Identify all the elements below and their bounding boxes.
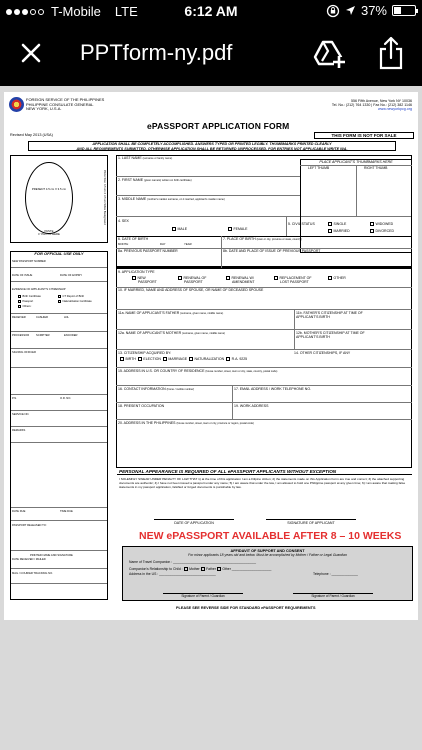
official-field: PASSPORT RELEASED TO: [12, 524, 47, 527]
form-title: ePASSPORT APPLICATION FORM [147, 121, 290, 131]
official-divider [11, 367, 107, 368]
revision-note: Revised May 2013 (USA) [10, 133, 53, 137]
instructions-box: APPLICATION SHALL BE COMPLETELY ACCOMPLISHED. ANSWERS TYPED OR PRINTED LEGIBLY. THUMBMARKS PRINTED CLEARLY AND ALL REQUIREMENTS SUBMITTED. OTHERWISE APPLICATION SHALL BE RETURNED UNPROCESSED. FOR ENTRIES NOT APPLICABLE WRITE N/A. [28, 141, 396, 151]
official-field [18, 295, 41, 298]
location-arrow-icon [345, 5, 356, 16]
contact-field[interactable]: 16. CONTACT INFORMATION (home / mobile number) [118, 387, 195, 391]
official-divider [11, 583, 107, 584]
official-field-label: Others: [22, 305, 32, 309]
official-field: MAIL / COURIER TRACKING NO. [12, 572, 53, 575]
official-divider [11, 394, 107, 395]
official-divider [11, 568, 107, 569]
date-of-application-line[interactable]: DATE OF APPLICATION [154, 519, 234, 525]
first-name-field[interactable]: 2. FIRST NAME (given name/s) written on birth certificate) [118, 178, 192, 182]
sex-male-checkbox[interactable]: MALE [172, 227, 187, 231]
prev-issue-field[interactable]: 8b. DATE AND PLACE OF ISSUE OF PREVIOUS PASSPORT [223, 249, 321, 253]
civil-status-label: 5. CIVIL STATUS [288, 222, 315, 226]
parent-signature-2[interactable]: Signature of Parent / Guardian [293, 593, 373, 599]
battery-percent: 37% [360, 3, 387, 18]
photo-note: Photo Size: 4.5 cm X 3.5 cm White Background [103, 170, 106, 225]
official-field: DATE DUE [12, 510, 26, 513]
status-right [326, 3, 416, 18]
official-field [18, 300, 33, 303]
viewer-toolbar [0, 22, 422, 86]
official-field: O.R. NO. [60, 397, 72, 400]
civil-single-checkbox[interactable]: SINGLE [328, 222, 346, 226]
official-field: LDL [64, 316, 69, 319]
mother-name-field[interactable]: 12a. NAME OF APPLICANT'S MOTHER (surname, given name, middle name) [118, 331, 226, 335]
carrier-name: T-Mobile [51, 4, 101, 19]
other-citizenships-field[interactable]: 14. OTHER CITIZENSHIPS, IF ANY [294, 351, 351, 355]
not-for-sale-box: THIS FORM IS NOT FOR SALE [314, 132, 414, 139]
official-field: PRINTED NAME AND SIGNATURE [30, 554, 73, 557]
us-address-field[interactable]: 15. ADDRESS IN U.S. OR COUNTRY OF RESIDENCE (house number, street, town or city, state, country, postal code) [118, 369, 278, 373]
official-divider [11, 267, 107, 268]
official-field-label: Naturalization Certificate [62, 300, 92, 304]
sex-label: 4. SEX [118, 219, 129, 223]
official-divider [11, 348, 107, 349]
pob-field[interactable]: 7. PLACE OF BIRTH (town or city, province or state, country) [223, 237, 302, 241]
official-field-label: Passport [22, 300, 34, 304]
email-field[interactable]: 17. EMAIL ADDRESS / WORK TELEPHONE NO. [234, 387, 312, 391]
official-field: EVIDENCE OF APPLICANT'S CITIZENSHIP [12, 288, 66, 291]
official-field: SIGNING OFFICER [12, 351, 36, 354]
affidavit-title: AFFIDAVIT OF SUPPORT AND CONSENT [230, 549, 305, 553]
close-icon[interactable] [16, 38, 46, 68]
network-type: LTE [114, 4, 138, 19]
affidavit-subtitle: For minor applicants 18 years old and below. Must be accomplished by Mother / Father or Legal Guardian [188, 553, 347, 557]
paste-photo-label: PASTE 1" PHOTO HERE [38, 229, 60, 237]
photo-box [10, 155, 108, 243]
consulate-header: FOREIGN SERVICE OF THE PHILIPPINES PHILIPPINE CONSULATE GENERAL NEW YORK, U.S.A. [26, 97, 105, 112]
official-field-label: CT Report of Birth [62, 295, 85, 299]
official-divider [11, 426, 107, 427]
photo-size-label: PRESENT 4.5 cm X 3.5 cm [31, 187, 67, 191]
citizenship-acquired-label: 13. CITIZENSHIP ACQUIRED BY: [118, 351, 172, 355]
occupation-field[interactable]: 18. PRESENT OCCUPATION [118, 404, 165, 408]
rotation-lock-icon [326, 4, 340, 18]
middle-name-field[interactable]: 3. MIDDLE NAME (mother's maiden surname, on it married, applicant's maiden name) [118, 197, 225, 201]
official-field [58, 300, 92, 303]
clock: 6:12 AM [184, 3, 238, 19]
photo-oval [25, 162, 73, 237]
dob-day: DAY [160, 242, 166, 246]
mother-citizenship-field[interactable]: 12b. MOTHER'S CITIZENSHIP AT TIME OF APPLICANT'S BIRTH [296, 331, 365, 340]
dob-year: YEAR [184, 242, 192, 246]
battery-icon [392, 5, 416, 16]
prev-passport-field[interactable]: 8a. PREVIOUS PASSPORT NUMBER [118, 249, 178, 253]
official-divider [11, 281, 107, 282]
applicant-signature-line[interactable]: SIGNATURE OF APPLICANT [266, 519, 356, 525]
official-divider [11, 442, 107, 443]
type-replacement-checkbox[interactable]: REPLACEMENT OF LOST PASSPORT [274, 276, 312, 284]
requirements-footer: PLEASE SEE REVERSE SIDE FOR STANDARD ePASSPORT REQUIREMENTS [176, 606, 316, 610]
official-divider [11, 507, 107, 508]
father-citizenship-field[interactable]: 11b. FATHER'S CITIZENSHIP AT TIME OF APPLICANT'S BIRTH [296, 311, 363, 320]
official-divider [11, 550, 107, 551]
official-field [58, 295, 84, 298]
spouse-field[interactable]: 10. IF MARRIED, NAME AND ADDRESS OF SPOUSE, OR NAME OF DECEASED SPOUSE [118, 288, 264, 292]
us-address-affidavit-field[interactable]: Address in the US : ______________________________ [129, 572, 216, 576]
father-name-field[interactable]: 11a. NAME OF APPLICANT'S FATHER (surname, given name, middle name) [118, 311, 224, 315]
travel-companion-field[interactable]: Name of Travel Companion : ____________________________________________ [129, 560, 257, 564]
consulate-website-link[interactable]: www.newyorkpcg.org [378, 107, 412, 112]
telephone-affidavit-field[interactable]: Telephone : ______________ [313, 572, 358, 576]
official-divider [11, 410, 107, 411]
status-bar [0, 0, 422, 22]
ph-address-field[interactable]: 20. ADDRESS IN THE PHILIPPINES (house number, street, town or city, province or region, postal code) [118, 421, 254, 425]
official-field-label: Birth Certificate [22, 295, 41, 299]
official-field: ENCODER [64, 334, 78, 337]
civil-divorced-checkbox[interactable]: DIVORCED [370, 229, 394, 233]
thumbmark-title: PLACE APPLICANT'S THUMBMARKS HERE [319, 160, 393, 164]
pdf-viewer[interactable] [0, 86, 422, 750]
civil-widowed-checkbox[interactable]: WIDOWED [370, 222, 393, 226]
official-field: SERVICE NO. [12, 413, 30, 416]
companion-relationship-field[interactable]: Companion's Relationship to Child : Mother Father Other _____________________ [129, 566, 272, 571]
type-other-checkbox[interactable]: OTHER [328, 276, 346, 280]
official-use-title: FOR OFFICIAL USE ONLY [34, 251, 84, 256]
type-renewal-amendment-checkbox[interactable]: RENEWAL W/ AMENDMENT [226, 276, 255, 284]
official-divider [11, 520, 107, 521]
sex-female-checkbox[interactable]: FEMALE [228, 227, 248, 231]
official-field: SCRIPTER [36, 334, 50, 337]
official-field: P.N. [12, 397, 17, 400]
official-field: NEW PASSPORT NUMBER [12, 260, 46, 263]
official-field: REMARKS [12, 429, 26, 432]
parent-signature-1[interactable]: Signature of Parent / Guardian [163, 593, 243, 599]
file-title: PPTform-ny.pdf [80, 40, 233, 65]
official-field: TIME DUE [60, 510, 73, 513]
official-field: PROCESSOR [12, 334, 30, 337]
affidavit-box [122, 546, 413, 601]
type-renewal-checkbox[interactable]: RENEWAL OF PASSPORT [178, 276, 206, 284]
philippine-seal-icon [9, 97, 24, 112]
consulate-contact: 556 Fifth Avenue, New York NY 10036 Tel. No.: (212) 764 1330 | Fax No.: (212) 382 1146 www.newyorkpcg.org [331, 99, 412, 112]
pdf-page[interactable] [4, 92, 418, 620]
official-field: DATE OF ISSUE [12, 274, 33, 277]
right-thumb-area[interactable]: RIGHT THUMB [364, 166, 388, 170]
last-name-field[interactable]: 1. LAST NAME (surname or family name) [118, 156, 173, 160]
civil-married-checkbox[interactable]: MARRIED [328, 229, 350, 233]
official-field: DATE OF EXPIRY [60, 274, 83, 277]
official-field: CASHIER [36, 316, 48, 319]
official-divider [11, 331, 107, 332]
details-section [116, 268, 412, 468]
oath-text: I SOLEMNLY SWEAR UNDER PENALTY OF LAW THAT 1) at the time of this application I am a Filipino citizen; 2) the statements made on this Application Form are true and correct; 3) the attached supporting documents are authentic; 4) I have not been issued a passport under any name; 5) I am aware that under the law, I am allowed to hold one Philippine passport at any given time; 6) I am aware that making false statements in my passport application, falsified or forged documents is punishable by law. [119, 477, 406, 489]
appearance-notice: PERSONAL APPEARANCE IS REQUIRED OF ALL ePASSPORT APPLICANTS WITHOUT EXCEPTION [117, 467, 412, 475]
citizenship-options[interactable]: BIRTH ELECTION MARRIAGE NATURALIZATION R.A. 9225 [120, 357, 247, 361]
dob-month: MONTH [118, 242, 129, 246]
type-new-checkbox[interactable]: NEW PASSPORT [132, 276, 157, 284]
official-field [18, 305, 31, 308]
share-icon[interactable] [378, 36, 404, 70]
official-field: RECEIVER [12, 316, 26, 319]
official-divider [11, 313, 107, 314]
dob-field[interactable]: 6. DATE OF BIRTH [118, 237, 149, 241]
google-drive-add-icon[interactable] [313, 39, 345, 69]
processing-time-notice: NEW ePASSPORT AVAILABLE AFTER 8 – 10 WEEKS [139, 530, 402, 542]
work-address-field[interactable]: 19. WORK ADDRESS [234, 404, 269, 408]
application-type-label: 9. APPLICATION TYPE [118, 270, 155, 274]
left-thumb-area[interactable]: LEFT THUMB [308, 166, 330, 170]
official-field: DATE RECEIVED / MAILED [12, 558, 46, 561]
